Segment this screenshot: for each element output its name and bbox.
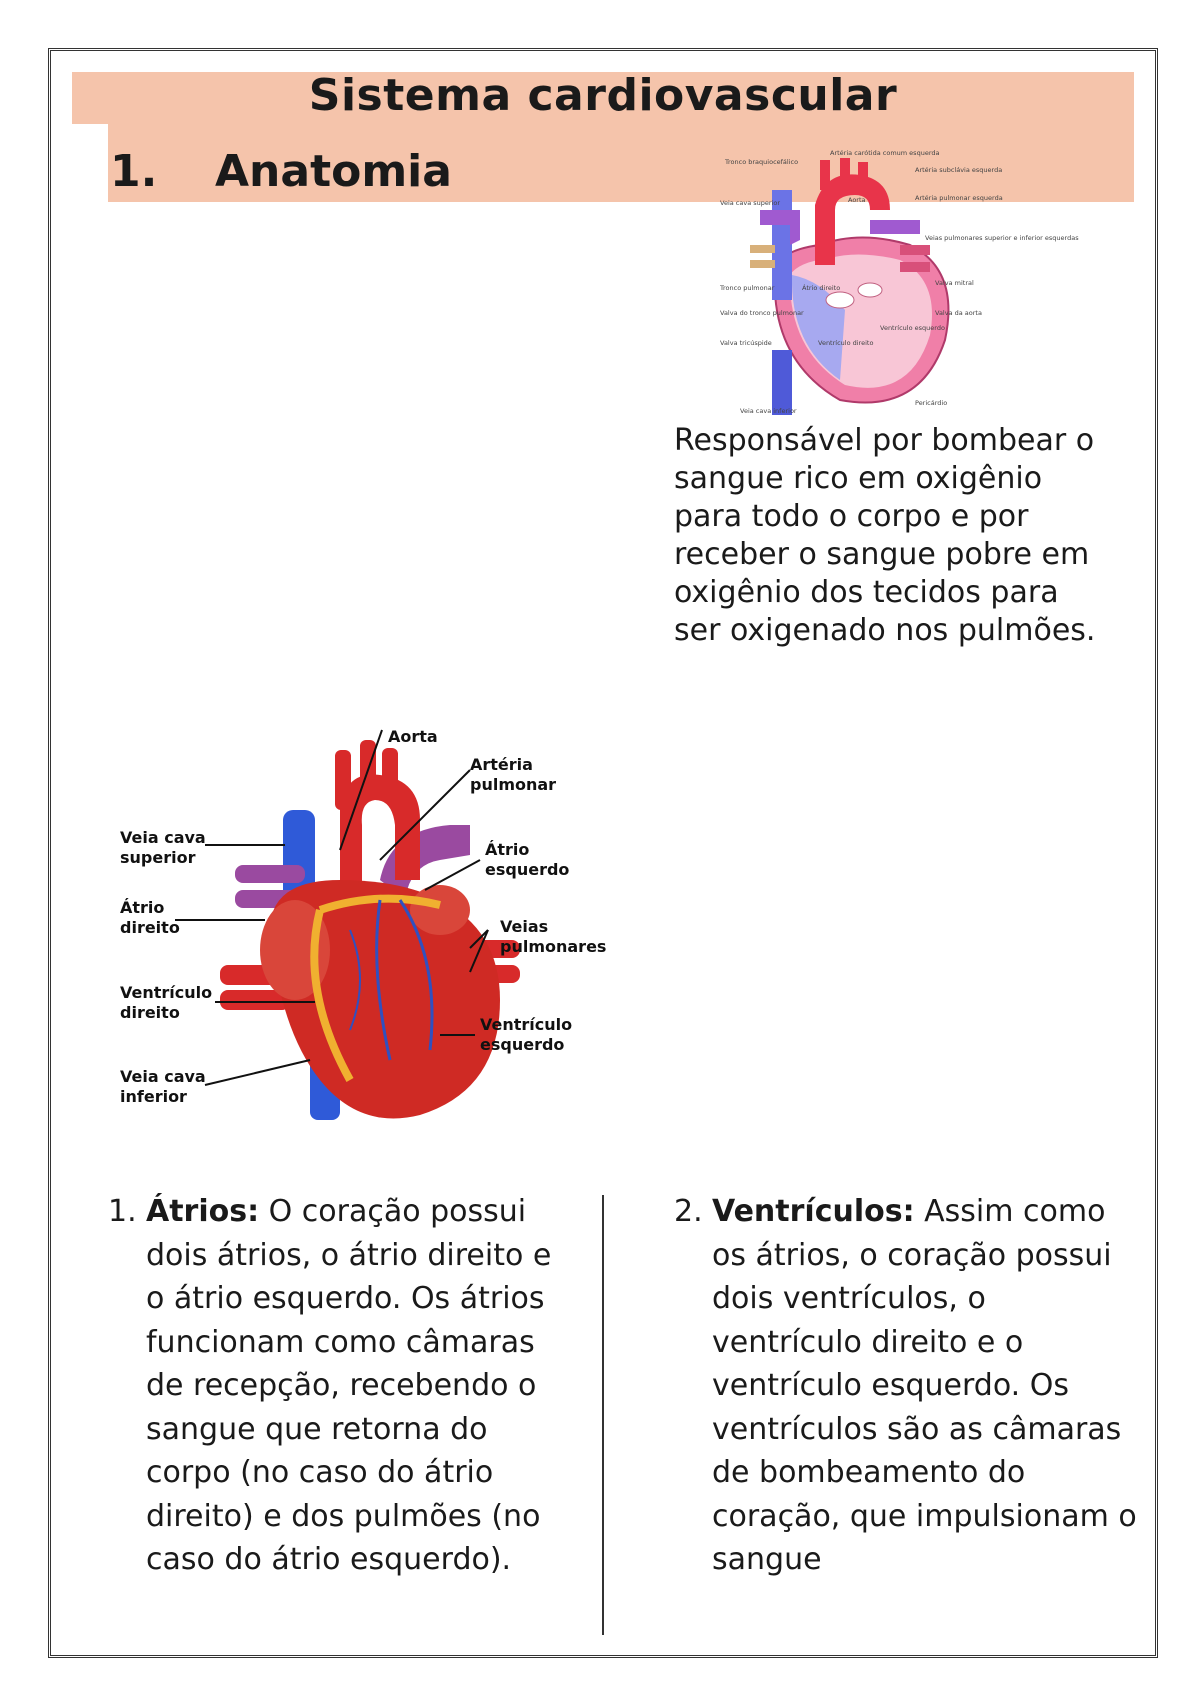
label-valva-mitral: Valva mitral bbox=[935, 279, 974, 287]
list-item-body bbox=[146, 1190, 576, 1582]
label-atrio-esq-1: Átrio bbox=[485, 840, 530, 859]
label-atrio-dir-2: direito bbox=[120, 918, 180, 937]
heart-cross-section-diagram bbox=[720, 149, 1079, 420]
label-veias-1: Veias bbox=[500, 917, 549, 936]
label-vent-dir: Ventrículo direito bbox=[818, 339, 874, 347]
list-text: O coração possui dois átrios, o átrio direito e o átrio esquerdo. Os átrios funcionam como câmaras de recepção, recebendo o sangue que retorna do corpo (no caso do átrio direito) e dos pulmões (no caso do átrio esquerdo). bbox=[146, 1194, 552, 1577]
label-vcs-2: superior bbox=[120, 848, 196, 867]
label-vent-esq: Ventrículo esquerdo bbox=[880, 324, 945, 332]
label-vent-dir-1: Ventrículo bbox=[120, 983, 213, 1002]
label-vent-dir-2: direito bbox=[120, 1003, 180, 1022]
label-vent-esq-2: esquerdo bbox=[480, 1035, 565, 1054]
heart-description: Responsável por bombear o sangue rico em oxigênio para todo o corpo e por receber o sangue pobre em oxigênio dos tecidos para ser oxigenado nos pulmões. bbox=[674, 423, 1096, 648]
label-pericardio: Pericárdio bbox=[915, 399, 948, 407]
list-term: Ventrículos: bbox=[712, 1194, 915, 1229]
label-tronco-pulm: Tronco pulmonar bbox=[720, 284, 775, 292]
heart-external-diagram bbox=[120, 727, 660, 1150]
document-title: Sistema cardiovascular bbox=[308, 70, 898, 121]
label-valva-tronco: Valva do tronco pulmonar bbox=[720, 309, 804, 317]
label-vcs: Veia cava superior bbox=[720, 199, 781, 207]
label-atrio-dir-1: Átrio bbox=[120, 898, 165, 917]
label-vci-2: inferior bbox=[120, 1087, 187, 1106]
section-heading bbox=[110, 146, 452, 197]
section-title: Anatomia bbox=[215, 146, 452, 197]
label-arteria-pulm-2: pulmonar bbox=[470, 775, 557, 794]
label-pulm-esq: Artéria pulmonar esquerda bbox=[915, 194, 1003, 202]
list-marker: 1. bbox=[108, 1194, 137, 1229]
label-tronco: Tronco braquiocefálico bbox=[725, 158, 799, 166]
list-text: Assim como os átrios, o coração possui dois ventrículos, o ventrículo direito e o ventrículo esquerdo. Os ventrículos são as câmaras de bombeamento do coração, que impulsionam o sangue bbox=[712, 1194, 1137, 1577]
list-term: Átrios: bbox=[146, 1194, 260, 1229]
label-vcs-1: Veia cava bbox=[120, 828, 206, 847]
label-veias-2: pulmonares bbox=[500, 937, 607, 956]
label-aorta: Aorta bbox=[848, 196, 866, 204]
label-veias-pulm: Veias pulmonares superior e inferior esquerdas bbox=[925, 234, 1079, 242]
list-marker: 2. bbox=[674, 1194, 703, 1229]
label-vci-1: Veia cava bbox=[120, 1067, 206, 1086]
label-atrio-esq-2: esquerdo bbox=[485, 860, 570, 879]
label-vci: Veia cava inferior bbox=[740, 407, 797, 415]
column-divider bbox=[602, 1195, 604, 1635]
label-atrio-dir: Átrio direito bbox=[802, 284, 841, 292]
label-subclavia: Artéria subclávia esquerda bbox=[915, 166, 1003, 174]
label-aorta: Aorta bbox=[388, 727, 438, 746]
label-arteria-pulm-1: Artéria bbox=[470, 755, 533, 774]
label-carotida: Artéria carótida comum esquerda bbox=[830, 149, 940, 157]
label-valva-aorta: Valva da aorta bbox=[935, 309, 982, 317]
list-item-body bbox=[712, 1190, 1140, 1582]
label-valva-tric: Valva tricúspide bbox=[720, 339, 772, 347]
section-number: 1. bbox=[110, 146, 158, 197]
label-vent-esq-1: Ventrículo bbox=[480, 1015, 573, 1034]
